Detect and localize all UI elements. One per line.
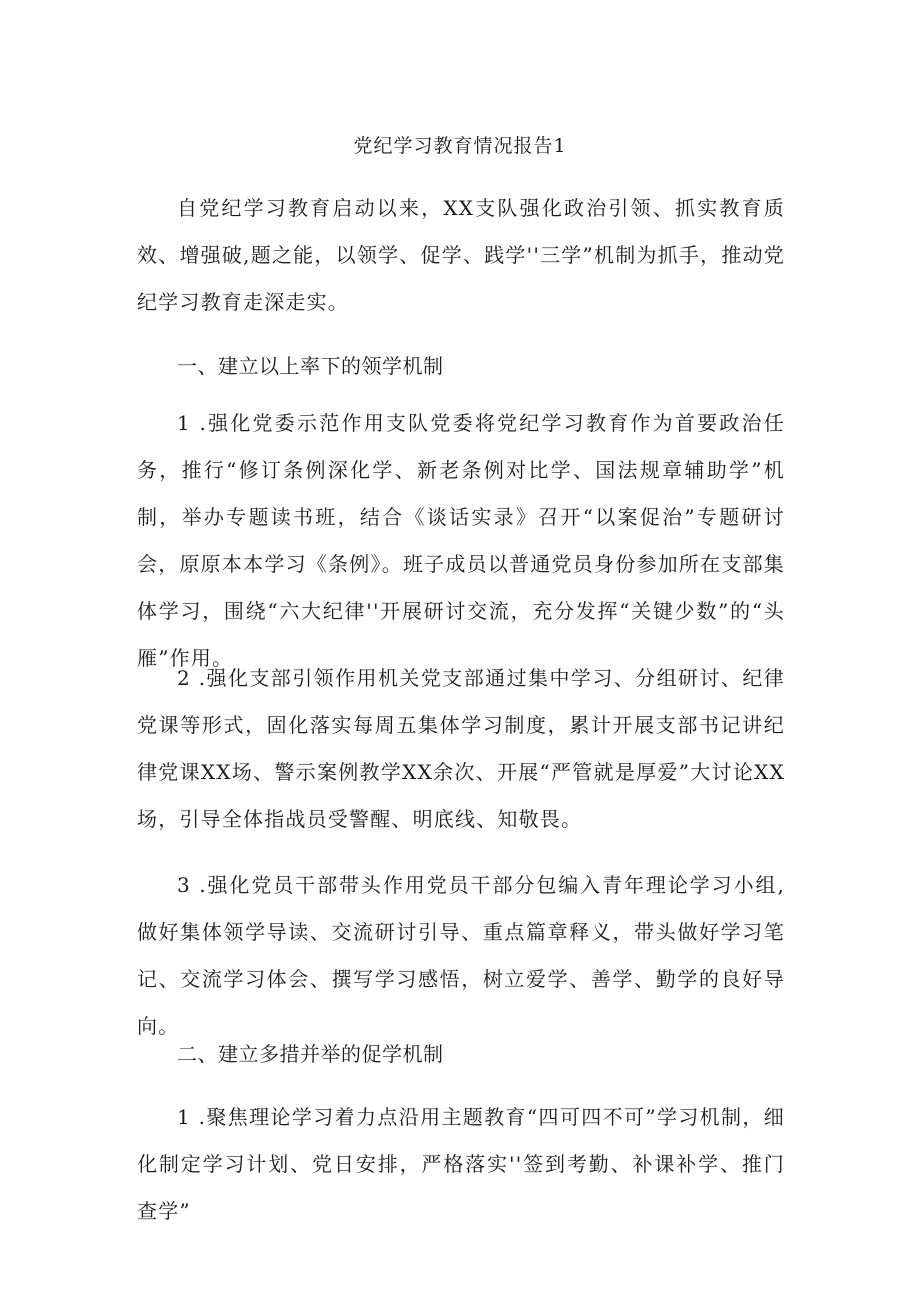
section-1-heading: 一、建立以上率下的领学机制 — [177, 354, 444, 378]
section-1-item-2: 2 .强化支部引领作用机关党支部通过集中学习、分组研讨、纪律党课等形式，固化落实每周五集体学习制度，累计开展支部书记讲纪律党课XX场、警示案例教学XX余次、开展“严管就是厚爱”大讨论XX场，引导全体指战员受警醒、明底线、知敬畏。 — [137, 666, 785, 831]
section-1-item-3: 3 .强化党员干部带头作用党员干部分包编入青年理论学习小组,做好集体领学导读、交流研讨引导、重点篇章释义，带头做好学习笔记、交流学习体会、撰写学习感悟，树立爱学、善学、勤学的良好导向。 — [137, 873, 785, 1038]
intro-paragraph: 自党纪学习教育启动以来，XX支队强化政治引领、抓实教育质效、增强破,题之能，以领学、促学、践学''三学”机制为抓手，推动党纪学习教育走深走实。 — [137, 196, 785, 314]
section-2-heading: 二、建立多措并举的促学机制 — [177, 1042, 444, 1066]
section-1-item-1: 1 .强化党委示范作用支队党委将党纪学习教育作为首要政治任务，推行“修订条例深化学、新老条例对比学、国法规章辅助学”机制，举办专题读书班，结合《谈话实录》召开“以案促治”专题研讨会，原原本本学习《条例》。班子成员以普通党员身份参加所在支部集体学习，围绕“六大纪律''开展研讨交流，充分发挥“关键少数”的“头雁”作用。 — [137, 411, 785, 670]
document-title: 党纪学习教育情况报告1 — [353, 135, 567, 157]
section-2-item-1: 1 .聚焦理论学习着力点沿用主题教育“四可四不可”学习机制，细化制定学习计划、党日安排，严格落实''签到考勤、补课补学、推门查学” — [137, 1105, 785, 1223]
